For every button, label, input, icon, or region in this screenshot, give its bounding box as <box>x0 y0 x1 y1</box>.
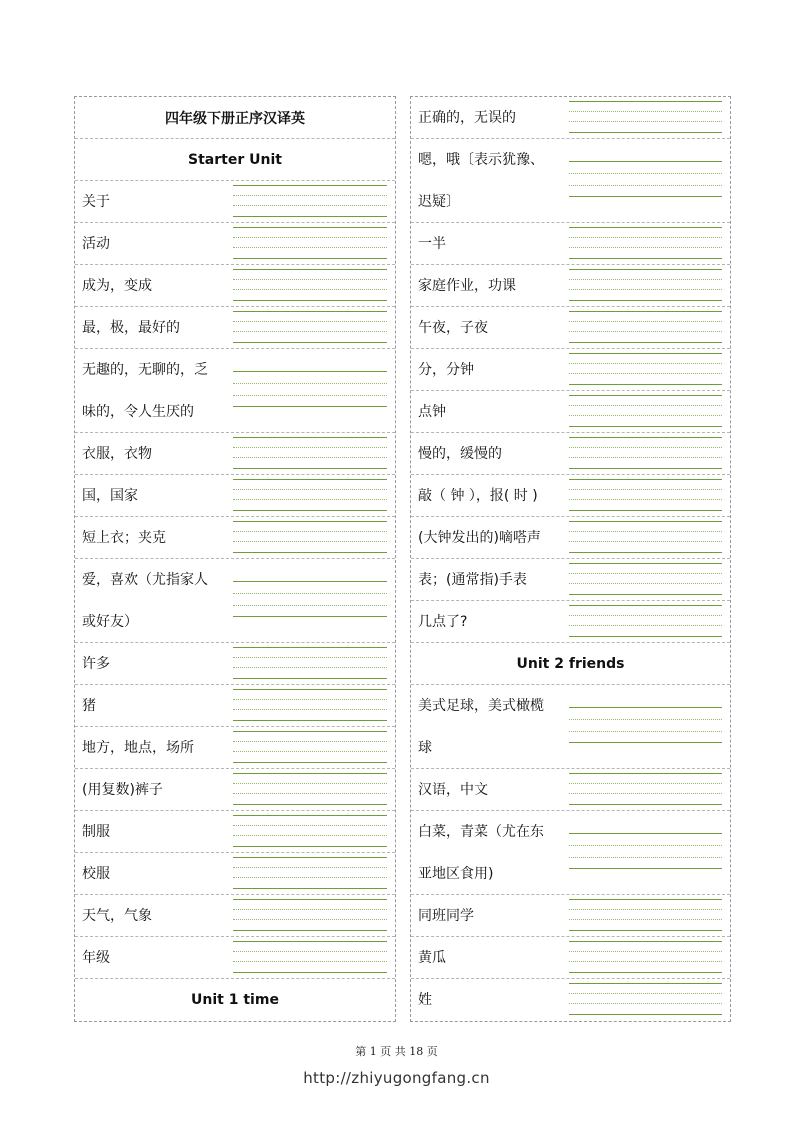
writing-baseline <box>569 594 722 595</box>
vocab-word: 黄瓜 <box>418 950 446 966</box>
writing-baseline <box>233 371 387 372</box>
vocab-word-line1: 美式足球，美式橄榄 <box>418 698 544 714</box>
right-vocab-column <box>410 96 731 1022</box>
writing-lines[interactable] <box>233 899 387 931</box>
writing-guideline <box>233 205 387 206</box>
vocab-row <box>75 307 395 349</box>
writing-baseline <box>233 510 387 511</box>
vocab-word: 同班同学 <box>418 908 474 924</box>
writing-baseline <box>569 510 722 511</box>
vocab-row <box>75 349 395 433</box>
vocab-row <box>75 223 395 265</box>
writing-baseline <box>569 941 722 942</box>
vocab-word-line1: 嗯，哦〔表示犹豫、 <box>418 152 544 168</box>
writing-baseline <box>233 647 387 648</box>
writing-guideline <box>233 825 387 826</box>
writing-baseline <box>569 983 722 984</box>
writing-baseline <box>233 227 387 228</box>
writing-baseline <box>233 731 387 732</box>
writing-baseline <box>569 563 722 564</box>
writing-lines[interactable] <box>233 227 387 259</box>
writing-baseline <box>569 132 722 133</box>
writing-baseline <box>569 605 722 606</box>
writing-baseline <box>233 406 387 407</box>
writing-guideline <box>569 845 722 846</box>
vocab-word: 关于 <box>82 194 110 210</box>
writing-guideline <box>569 783 722 784</box>
writing-baseline <box>569 1014 722 1015</box>
vocab-row <box>411 895 730 937</box>
vocab-row <box>411 349 730 391</box>
writing-baseline <box>233 773 387 774</box>
vocab-word: 几点了? <box>418 614 468 630</box>
vocab-row <box>411 601 730 643</box>
writing-lines[interactable] <box>569 479 722 511</box>
writing-lines[interactable] <box>233 815 387 847</box>
vocab-word: 一半 <box>418 236 446 252</box>
writing-lines[interactable] <box>569 227 722 259</box>
writing-baseline <box>569 930 722 931</box>
writing-guideline <box>569 961 722 962</box>
vocab-row <box>75 265 395 307</box>
writing-baseline <box>569 899 722 900</box>
writing-guideline <box>569 583 722 584</box>
writing-guideline <box>233 247 387 248</box>
writing-lines[interactable] <box>569 773 722 805</box>
writing-baseline <box>569 258 722 259</box>
writing-baseline <box>569 311 722 312</box>
writing-guideline <box>569 331 722 332</box>
writing-baseline <box>569 426 722 427</box>
writing-baseline <box>569 468 722 469</box>
vocab-word-line2: 亚地区食用) <box>418 866 494 882</box>
vocab-word: 短上衣；夹克 <box>82 530 166 546</box>
vocab-word: 家庭作业，功课 <box>418 278 516 294</box>
vocab-word-line1: 无趣的，无聊的，乏 <box>82 362 208 378</box>
writing-baseline <box>233 552 387 553</box>
writing-baseline <box>569 636 722 637</box>
vocab-word-line1: 爱，喜欢（尤指家人 <box>82 572 208 588</box>
writing-guideline <box>569 173 722 174</box>
writing-baseline <box>569 300 722 301</box>
writing-baseline <box>233 185 387 186</box>
writing-baseline <box>569 437 722 438</box>
vocab-word: 汉语，中文 <box>418 782 488 798</box>
vocab-word: 午夜，子夜 <box>418 320 488 336</box>
writing-lines[interactable] <box>569 437 722 469</box>
writing-guideline <box>569 247 722 248</box>
writing-baseline <box>233 846 387 847</box>
writing-lines[interactable] <box>569 707 722 743</box>
writing-baseline <box>233 616 387 617</box>
writing-guideline <box>569 373 722 374</box>
writing-guideline <box>569 363 722 364</box>
writing-guideline <box>233 457 387 458</box>
writing-guideline <box>233 499 387 500</box>
writing-guideline <box>569 625 722 626</box>
writing-lines[interactable] <box>233 521 387 553</box>
writing-lines[interactable] <box>569 269 722 301</box>
writing-guideline <box>233 867 387 868</box>
writing-baseline <box>569 384 722 385</box>
vocab-word: 最，极，最好的 <box>82 320 180 336</box>
writing-guideline <box>233 605 387 606</box>
writing-lines[interactable] <box>569 833 722 869</box>
writing-guideline <box>569 1003 722 1004</box>
vocab-row <box>411 139 730 223</box>
vocab-row <box>411 811 730 895</box>
section-header: Starter Unit <box>75 139 395 181</box>
writing-lines[interactable] <box>569 605 722 637</box>
writing-guideline <box>233 961 387 962</box>
writing-baseline <box>569 353 722 354</box>
writing-baseline <box>233 815 387 816</box>
writing-baseline <box>233 581 387 582</box>
writing-baseline <box>569 161 722 162</box>
writing-guideline <box>569 289 722 290</box>
writing-guideline <box>569 731 722 732</box>
vocab-row <box>75 475 395 517</box>
writing-baseline <box>569 804 722 805</box>
writing-lines[interactable] <box>569 899 722 931</box>
vocab-row <box>411 97 730 139</box>
writing-guideline <box>233 751 387 752</box>
writing-lines[interactable] <box>233 269 387 301</box>
writing-lines[interactable] <box>233 857 387 889</box>
vocab-word: 分，分钟 <box>418 362 474 378</box>
vocab-word: 点钟 <box>418 404 446 420</box>
writing-baseline <box>233 269 387 270</box>
vocab-row <box>411 979 730 1021</box>
vocab-word-line1: 白菜，青菜（尤在东 <box>418 824 544 840</box>
writing-baseline <box>233 300 387 301</box>
writing-lines[interactable] <box>233 647 387 679</box>
vocab-row <box>75 727 395 769</box>
vocab-word: 表；(通常指)手表 <box>418 572 527 588</box>
writing-guideline <box>233 489 387 490</box>
writing-guideline <box>569 321 722 322</box>
writing-lines[interactable] <box>233 773 387 805</box>
writing-baseline <box>233 899 387 900</box>
writing-guideline <box>233 195 387 196</box>
writing-guideline <box>569 951 722 952</box>
writing-lines[interactable] <box>233 437 387 469</box>
vocab-word-line2: 味的，令人生厌的 <box>82 404 194 420</box>
writing-guideline <box>233 919 387 920</box>
writing-baseline <box>569 342 722 343</box>
vocab-row <box>411 559 730 601</box>
writing-baseline <box>233 258 387 259</box>
vocab-row <box>75 895 395 937</box>
vocab-word: 姓 <box>418 992 432 1008</box>
writing-guideline <box>569 909 722 910</box>
writing-guideline <box>233 593 387 594</box>
writing-guideline <box>569 993 722 994</box>
writing-guideline <box>569 415 722 416</box>
writing-baseline <box>569 552 722 553</box>
writing-lines[interactable] <box>233 371 387 407</box>
vocab-row <box>411 475 730 517</box>
writing-baseline <box>233 857 387 858</box>
vocab-row <box>75 685 395 727</box>
writing-guideline <box>233 667 387 668</box>
vocab-word-line2: 或好友） <box>82 614 138 630</box>
vocab-row <box>411 769 730 811</box>
left-vocab-column <box>74 96 396 1022</box>
writing-baseline <box>569 707 722 708</box>
vocab-word: 国，国家 <box>82 488 138 504</box>
vocab-row <box>411 937 730 979</box>
writing-lines[interactable] <box>233 479 387 511</box>
writing-baseline <box>233 479 387 480</box>
writing-guideline <box>233 909 387 910</box>
writing-lines[interactable] <box>569 521 722 553</box>
writing-baseline <box>569 227 722 228</box>
writing-baseline <box>233 678 387 679</box>
writing-baseline <box>569 868 722 869</box>
writing-guideline <box>569 615 722 616</box>
writing-baseline <box>233 941 387 942</box>
writing-guideline <box>569 185 722 186</box>
vocab-row <box>75 937 395 979</box>
writing-guideline <box>569 573 722 574</box>
writing-lines[interactable] <box>233 941 387 973</box>
writing-guideline <box>569 111 722 112</box>
writing-lines[interactable] <box>569 983 722 1015</box>
section-header: Unit 1 time <box>191 992 279 1008</box>
writing-baseline <box>233 311 387 312</box>
writing-guideline <box>233 447 387 448</box>
writing-lines[interactable] <box>569 563 722 595</box>
vocab-word-line2: 球 <box>418 740 432 756</box>
vocab-row <box>411 433 730 475</box>
writing-baseline <box>233 342 387 343</box>
writing-guideline <box>569 457 722 458</box>
writing-baseline <box>569 521 722 522</box>
writing-guideline <box>233 237 387 238</box>
vocab-word: 正确的，无误的 <box>418 110 516 126</box>
writing-guideline <box>233 709 387 710</box>
vocab-word: 成为，变成 <box>82 278 152 294</box>
writing-baseline <box>569 972 722 973</box>
vocab-word: 慢的，缓慢的 <box>418 446 502 462</box>
writing-guideline <box>233 657 387 658</box>
vocab-row <box>411 517 730 559</box>
writing-baseline <box>569 196 722 197</box>
section-header: Unit 2 friends <box>411 643 730 685</box>
writing-baseline <box>233 468 387 469</box>
writing-guideline <box>233 793 387 794</box>
writing-lines[interactable] <box>569 395 722 427</box>
writing-guideline <box>233 783 387 784</box>
vocab-row <box>75 643 395 685</box>
section-header: 四年级下册正序汉译英 <box>75 97 395 139</box>
vocab-row <box>75 811 395 853</box>
writing-baseline <box>233 804 387 805</box>
writing-baseline <box>233 521 387 522</box>
writing-guideline <box>233 741 387 742</box>
vocab-word: 猪 <box>82 698 96 714</box>
writing-guideline <box>569 405 722 406</box>
vocab-word: 制服 <box>82 824 110 840</box>
writing-baseline <box>233 930 387 931</box>
writing-baseline <box>569 833 722 834</box>
vocab-row <box>75 769 395 811</box>
writing-lines[interactable] <box>233 311 387 343</box>
writing-baseline <box>569 773 722 774</box>
writing-guideline <box>233 321 387 322</box>
writing-guideline <box>233 289 387 290</box>
vocab-word: 衣服，衣物 <box>82 446 152 462</box>
writing-baseline <box>233 972 387 973</box>
vocab-row <box>411 265 730 307</box>
writing-guideline <box>233 531 387 532</box>
vocab-word: 地方，地点，场所 <box>82 740 194 756</box>
writing-guideline <box>233 835 387 836</box>
vocab-row <box>75 517 395 559</box>
writing-lines[interactable] <box>233 689 387 721</box>
vocab-row <box>411 685 730 769</box>
writing-guideline <box>569 919 722 920</box>
vocab-word: 年级 <box>82 950 110 966</box>
writing-baseline <box>233 689 387 690</box>
writing-guideline <box>233 395 387 396</box>
writing-lines[interactable] <box>233 581 387 617</box>
writing-guideline <box>569 719 722 720</box>
vocab-word-line2: 迟疑〕 <box>418 194 460 210</box>
vocab-word: 天气，气象 <box>82 908 152 924</box>
writing-guideline <box>569 531 722 532</box>
vocab-row <box>75 559 395 643</box>
writing-baseline <box>233 888 387 889</box>
writing-guideline <box>569 857 722 858</box>
vocab-word: 校服 <box>82 866 110 882</box>
writing-guideline <box>569 793 722 794</box>
writing-guideline <box>233 541 387 542</box>
footer-url: http://zhiyugongfang.cn <box>303 1069 490 1087</box>
writing-baseline <box>233 216 387 217</box>
writing-guideline <box>569 279 722 280</box>
writing-baseline <box>233 720 387 721</box>
writing-guideline <box>569 541 722 542</box>
writing-lines[interactable] <box>233 731 387 763</box>
page-number: 第 1 页 共 18 页 <box>355 1045 438 1058</box>
writing-guideline <box>569 237 722 238</box>
vocab-word: 敲（ 钟 ），报( 时 ) <box>418 488 538 504</box>
vocab-row <box>75 181 395 223</box>
vocab-word: 许多 <box>82 656 110 672</box>
vocab-row <box>75 433 395 475</box>
writing-baseline <box>233 437 387 438</box>
writing-lines[interactable] <box>569 941 722 973</box>
writing-guideline <box>233 877 387 878</box>
vocab-row <box>411 391 730 433</box>
writing-guideline <box>233 951 387 952</box>
writing-lines[interactable] <box>569 101 722 133</box>
vocab-word: (用复数)裤子 <box>82 782 163 798</box>
writing-lines[interactable] <box>569 161 722 197</box>
writing-guideline <box>233 331 387 332</box>
writing-guideline <box>569 499 722 500</box>
writing-lines[interactable] <box>569 311 722 343</box>
writing-baseline <box>233 762 387 763</box>
vocab-word: 活动 <box>82 236 110 252</box>
writing-baseline <box>569 479 722 480</box>
writing-baseline <box>569 742 722 743</box>
writing-baseline <box>569 101 722 102</box>
writing-guideline <box>569 121 722 122</box>
writing-lines[interactable] <box>569 353 722 385</box>
writing-guideline <box>233 279 387 280</box>
vocab-word: (大钟发出的)嘀嗒声 <box>418 530 541 546</box>
writing-guideline <box>569 447 722 448</box>
vocab-row <box>75 853 395 895</box>
writing-baseline <box>569 395 722 396</box>
writing-lines[interactable] <box>233 185 387 217</box>
vocab-row <box>411 223 730 265</box>
writing-baseline <box>569 269 722 270</box>
writing-guideline <box>569 489 722 490</box>
writing-guideline <box>233 699 387 700</box>
vocab-row <box>411 307 730 349</box>
writing-guideline <box>233 383 387 384</box>
